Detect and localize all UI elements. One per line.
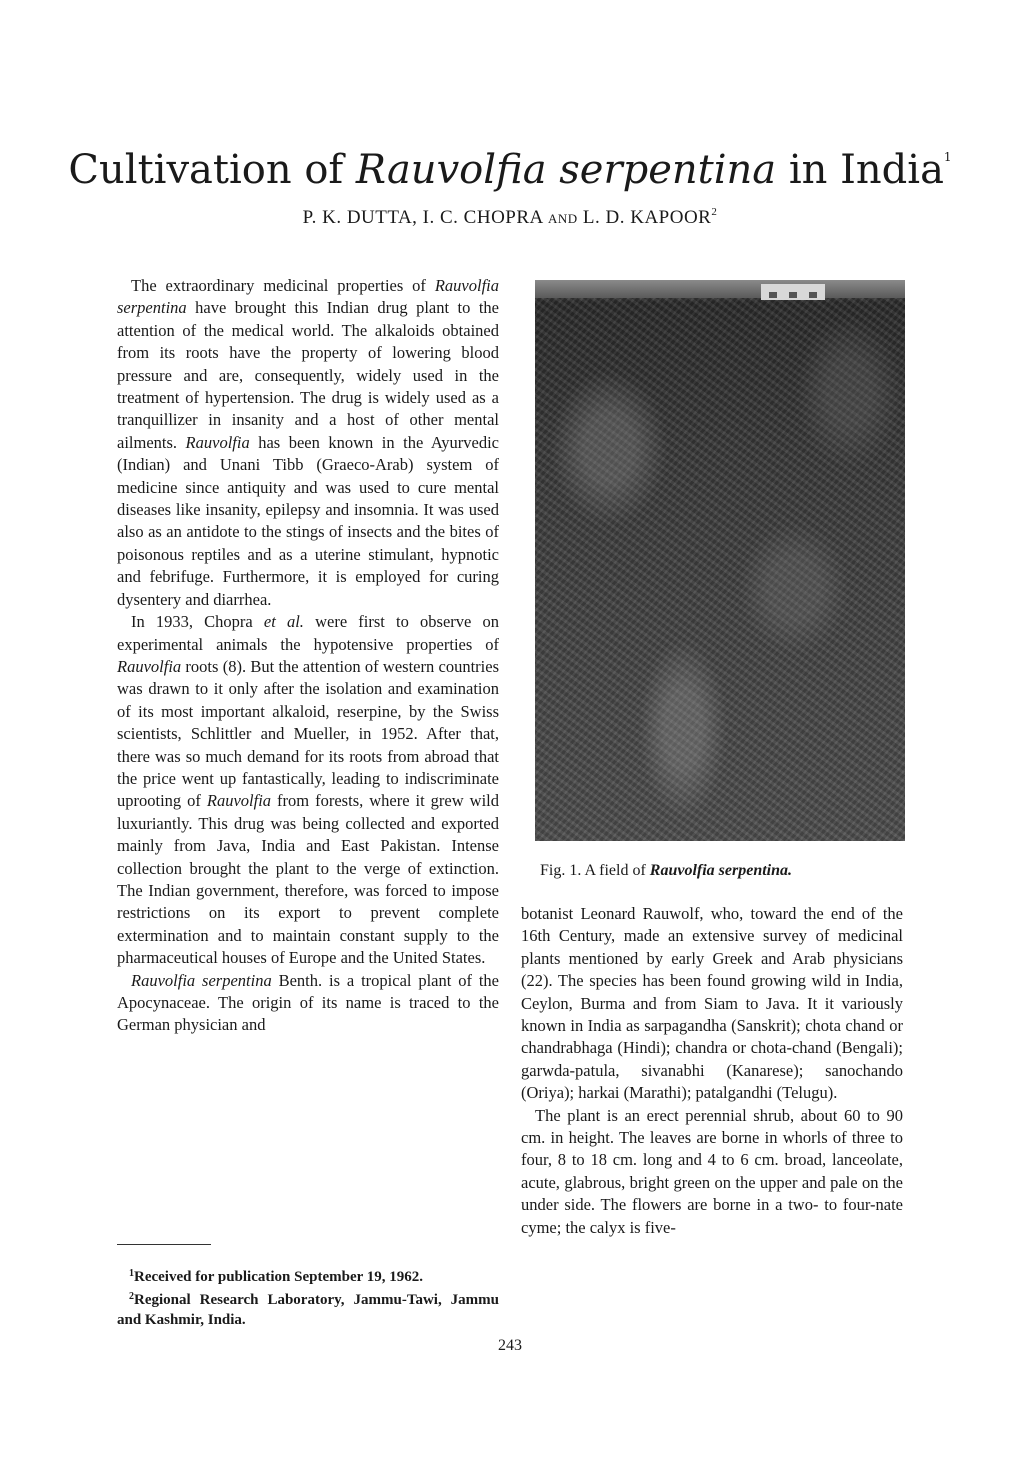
paragraph-taxonomy <box>117 970 499 1037</box>
photo-building <box>761 284 825 300</box>
text-run: were first to observe on experimental animals the hypotensive properties of <box>117 612 499 654</box>
species-name: Rauvolfia <box>117 656 182 676</box>
species-name: Rauvolfia serpentina <box>117 276 499 318</box>
left-column <box>117 275 499 1037</box>
title-text-end: in India <box>776 147 944 193</box>
page-number: 243 <box>498 1337 522 1354</box>
title-text: Cultivation of <box>68 147 356 193</box>
caption-text: Fig. 1. A field of <box>540 862 650 879</box>
text-run: has been known in the Ayurvedic (Indian) and Unani Tibb (Graeco-Arab) system of medicine since antiquity and was used to cure mental diseases like insanity, epilepsy and insomnia. It was used also as an antidote to the stings of insects and the bites of poisonous reptiles and as a uterine stimulant, hypnotic and febrifuge. Furthermore, it is employed for curing dysentery and diarrhea. <box>117 432 499 609</box>
italic-phrase: et al. <box>263 612 304 632</box>
text-run: roots (8). But the attention of western countries was drawn to it only after the isolation and examination of its most important alkaloid, reserpine, by the Swiss scientists, Schlittler and Mueller, in 1952. After that, there was so much demand for its roots from abroad that the price went up fantastically, leading to indiscriminate uprooting of <box>117 656 499 811</box>
author-line <box>0 200 1020 231</box>
species-name: Rauvolfia <box>206 791 272 811</box>
paragraph-description <box>521 1105 903 1239</box>
footnote-mark: 1 <box>129 1268 134 1279</box>
building-window <box>789 292 797 298</box>
species-name: Rauvolfia serpentina <box>131 970 272 990</box>
caption-species: Rauvolfia serpentina. <box>649 862 793 879</box>
footnote-mark: 2 <box>129 1291 134 1302</box>
footnote-text: Regional Research Laboratory, Jammu-Tawi, Jammu and Kashmir, India. <box>117 1292 499 1328</box>
building-window <box>769 292 777 298</box>
text-run: botanist Leonard Rauwolf, who, toward the end of the 16th Century, made an extensive survey of medicinal plants mentioned by early Greek and Arab physicians (22). The species has been found growing wild in India, Ceylon, Burma and from Siam to Java. It it variously known in India as sarpagandha (Sanskrit); chota chand or chandrabhaga (Hindi); chandra or chota-chand (Bengali); garwda-patula, sivanabhi (Kanarese); sanochando (Oriya); harkai (Marathi); patalgandhi (Telugu). <box>521 904 903 1103</box>
footnotes <box>117 1264 499 1330</box>
text-run: In 1933, Chopra <box>131 612 264 632</box>
paragraph-history <box>117 611 499 970</box>
species-name: Rauvolfia <box>185 432 250 452</box>
field-photo <box>535 280 905 841</box>
text-run: The extraordinary medicinal properties of <box>131 276 435 295</box>
authors-last: L. D. KAPOOR <box>577 207 712 228</box>
paragraph-intro <box>117 275 499 611</box>
authors-first: P. K. DUTTA, I. C. CHOPRA <box>302 207 548 228</box>
text-run: from forests, where it grew wild luxuriantly. This drug was being collected and exported mainly from Java, India and East Pakistan. Intense collection brought the plant to the verge of extinction. The Indian government, therefore, was forced to impose restrictions on its export to prevent complete extermination and to maintain constant supply to the pharmaceutical houses of Europe and the United States. <box>117 791 499 968</box>
title-species: Rauvolfia serpentina <box>355 147 777 193</box>
authors-and: AND <box>547 211 578 226</box>
text-run: The plant is an erect perennial shrub, about 60 to 90 cm. in height. The leaves are borne in whorls of three to four, 8 to 18 cm. long and 4 to 6 cm. broad, lanceolate, acute, glabrous, bright green on the upper and pale on the under side. The flowers are borne in a two- to four-nate cyme; the calyx is five- <box>521 1105 903 1237</box>
figure-caption <box>540 860 900 882</box>
text-run: have brought this Indian drug plant to the attention of the medical world. The alkaloids obtained from its roots have the property of lowering blood pressure and are, consequently, widely used in the treatment of hypertension. The drug is widely used as a tranquillizer in insanity and a host of other mental ailments. <box>117 298 499 452</box>
title-footnote-mark: 1 <box>943 150 952 164</box>
paragraph-names <box>521 903 903 1105</box>
right-column <box>521 903 903 1239</box>
building-window <box>809 292 817 298</box>
footnote-rule <box>117 1244 211 1245</box>
text-run: Benth. is a tropical plant of the Apocynaceae. The origin of its name is traced to the German physician and <box>117 970 499 1035</box>
photo-sky <box>535 280 905 298</box>
footnote-text: Received for publication September 19, 1962. <box>134 1269 424 1285</box>
footnote-1 <box>117 1264 499 1287</box>
footnote-2 <box>117 1287 499 1330</box>
article-title <box>0 131 1020 196</box>
authors-footnote-mark: 2 <box>711 206 718 218</box>
